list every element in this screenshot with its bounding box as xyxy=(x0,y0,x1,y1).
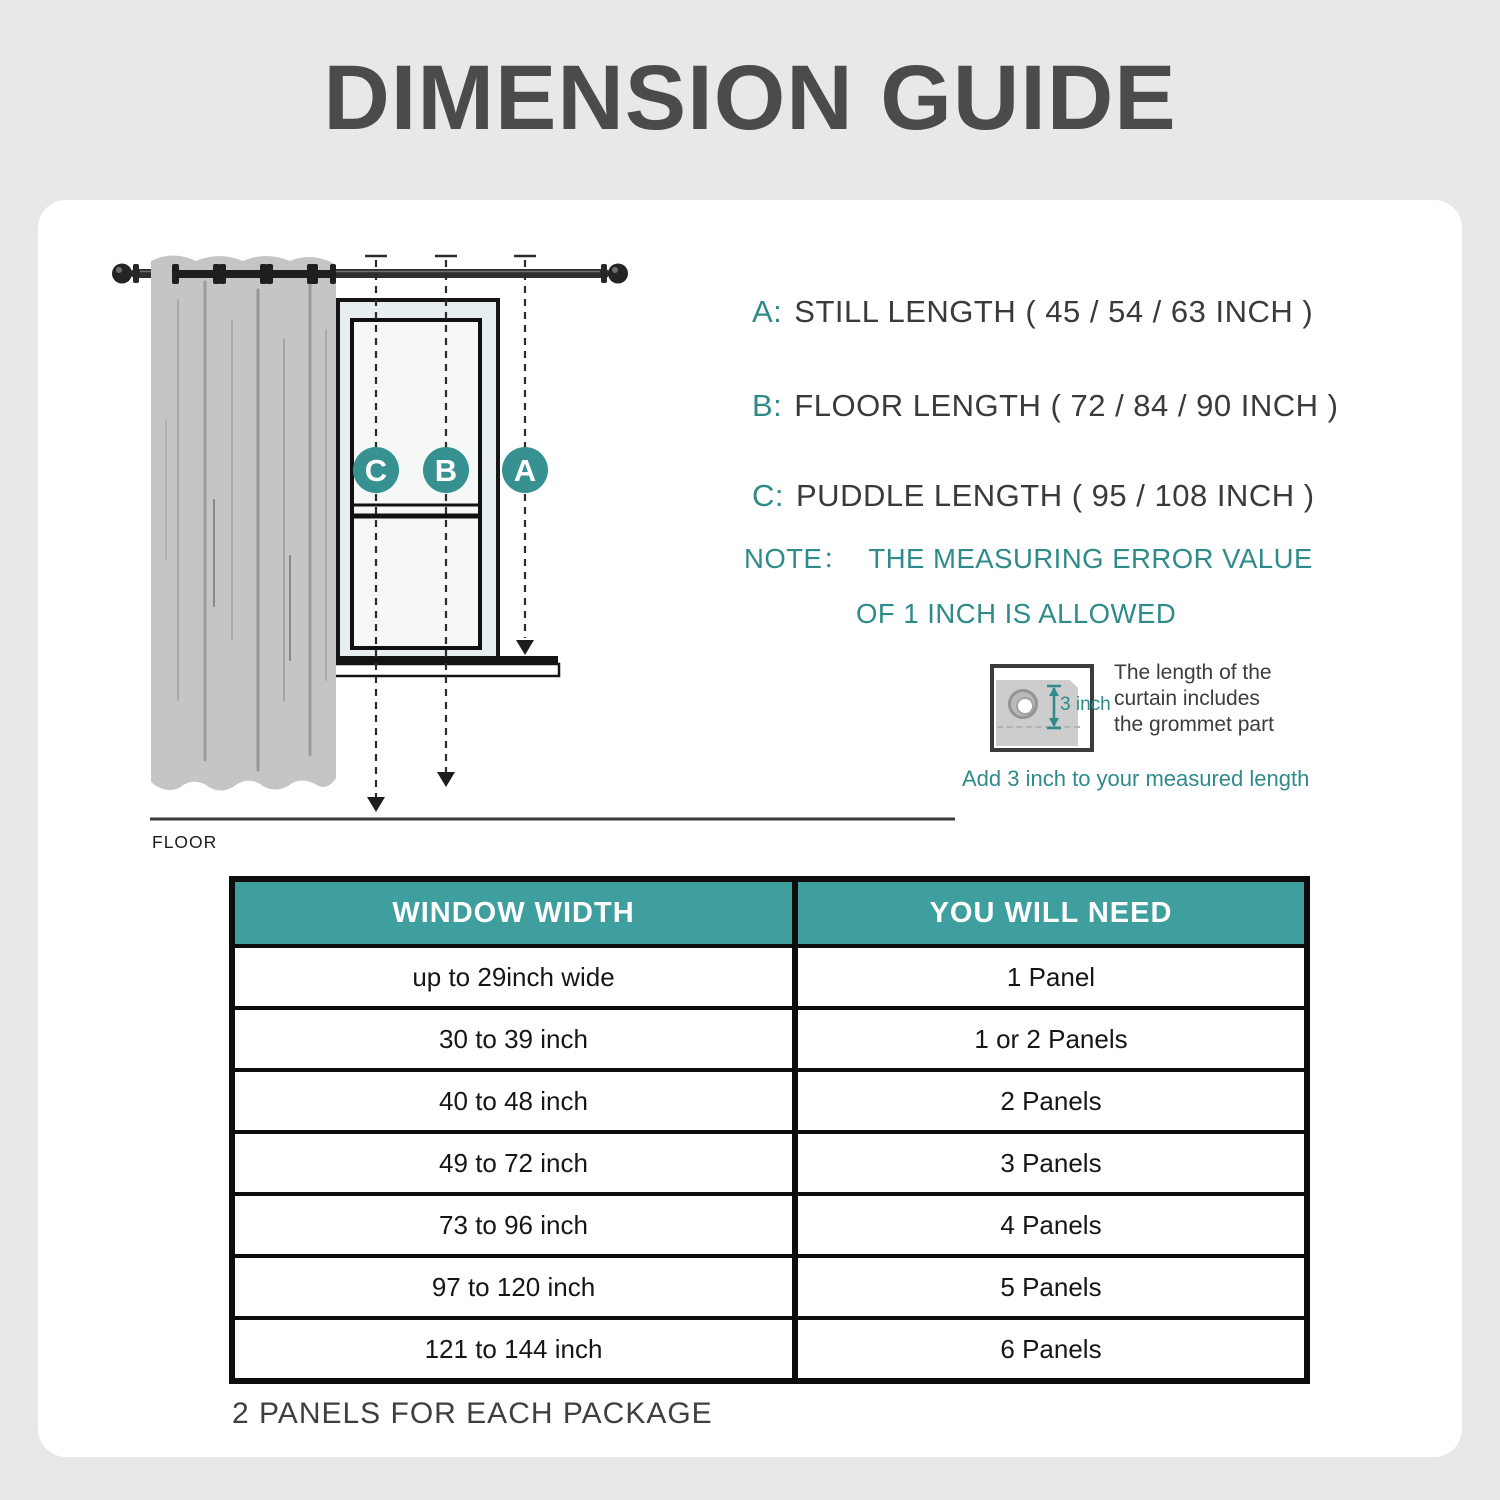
grommet-desc-line-1: The length of the xyxy=(1114,661,1272,684)
table-row xyxy=(232,946,1307,1008)
note-text-1: THE MEASURING ERROR VALUE xyxy=(868,543,1313,574)
page-title: DIMENSION GUIDE xyxy=(323,47,1177,149)
table-row xyxy=(232,1318,1307,1381)
grommet-detail-box xyxy=(990,664,1111,752)
grommet-tip: Add 3 inch to your measured length xyxy=(962,766,1310,791)
length-key-c: C: xyxy=(752,478,784,513)
measure-label-b xyxy=(423,447,469,493)
svg-text:C: C xyxy=(364,453,388,488)
grommet-desc-line-3: the grommet part xyxy=(1114,713,1274,736)
length-key-a: A: xyxy=(752,294,783,329)
cell-window-width: 30 to 39 inch xyxy=(232,1008,795,1070)
package-note: 2 PANELS FOR EACH PACKAGE xyxy=(232,1397,713,1430)
length-line-a xyxy=(752,292,1313,332)
cell-window-width: 97 to 120 inch xyxy=(232,1256,795,1318)
cell-panels: 2 Panels xyxy=(795,1070,1307,1132)
cell-panels: 1 or 2 Panels xyxy=(795,1008,1307,1070)
cell-panels: 3 Panels xyxy=(795,1132,1307,1194)
cell-panels: 5 Panels xyxy=(795,1256,1307,1318)
grommet-description xyxy=(1114,660,1274,738)
table-row xyxy=(232,1070,1307,1132)
measure-label-c xyxy=(353,447,399,493)
length-key-b: B: xyxy=(752,388,783,423)
table-row xyxy=(232,1256,1307,1318)
table-row xyxy=(232,1008,1307,1070)
length-text-c: PUDDLE LENGTH ( 95 / 108 INCH ) xyxy=(796,478,1315,513)
svg-text:B: B xyxy=(434,453,458,488)
grommet-stitch-line xyxy=(997,726,1080,728)
length-line-c xyxy=(752,476,1315,516)
cell-window-width: 40 to 48 inch xyxy=(232,1070,795,1132)
grommet-measure-value: 3 inch xyxy=(1060,694,1111,715)
cell-panels: 4 Panels xyxy=(795,1194,1307,1256)
rod-finial-left xyxy=(112,264,132,284)
curtain-panel xyxy=(151,256,336,791)
grommet-hole xyxy=(1016,697,1034,715)
floor-label: FLOOR xyxy=(152,832,218,852)
svg-text:A: A xyxy=(513,453,537,488)
cell-panels: 1 Panel xyxy=(795,946,1307,1008)
note-line-1 xyxy=(744,536,1313,576)
table-header-row xyxy=(232,879,1307,946)
cell-window-width: 49 to 72 inch xyxy=(232,1132,795,1194)
grommet-ring-icon xyxy=(1008,689,1038,719)
cell-panels: 6 Panels xyxy=(795,1318,1307,1381)
rod-finial-right xyxy=(608,264,628,284)
cell-window-width: up to 29inch wide xyxy=(232,946,795,1008)
cell-window-width: 121 to 144 inch xyxy=(232,1318,795,1381)
cell-window-width: 73 to 96 inch xyxy=(232,1194,795,1256)
grommet-desc-line-2: curtain includes xyxy=(1114,687,1260,710)
note-label: NOTE： xyxy=(744,543,851,574)
length-line-b xyxy=(752,386,1338,426)
note-line-2: OF 1 INCH IS ALLOWED xyxy=(856,598,1177,629)
length-text-b: FLOOR LENGTH ( 72 / 84 / 90 INCH ) xyxy=(794,388,1339,423)
header-window-width: WINDOW WIDTH xyxy=(232,879,795,946)
panel-size-table xyxy=(229,876,1310,1384)
length-text-a: STILL LENGTH ( 45 / 54 / 63 INCH ) xyxy=(794,294,1314,329)
measure-label-a xyxy=(502,447,548,493)
header-you-will-need: YOU WILL NEED xyxy=(795,879,1307,946)
table-row xyxy=(232,1132,1307,1194)
table-row xyxy=(232,1194,1307,1256)
